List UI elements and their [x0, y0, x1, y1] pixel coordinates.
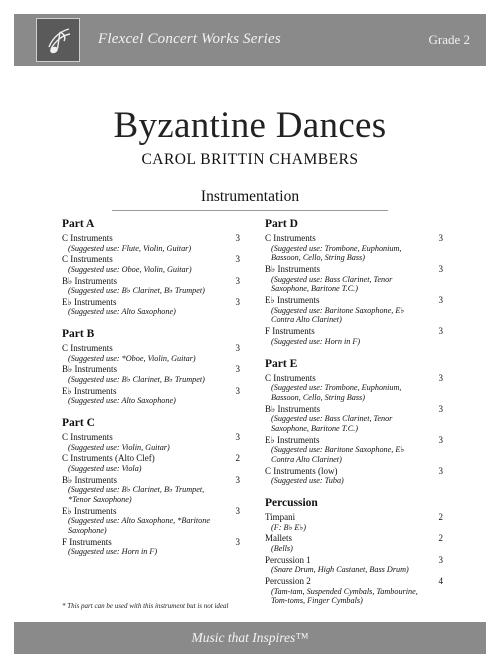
suggested-use-note: (Suggested use: Horn in F): [271, 336, 361, 346]
suggested-use-note: (Suggested use: Baritone Saxophone, E♭ Contra Alto Clarinet): [271, 305, 405, 325]
instrument-name: C Instruments (low): [265, 465, 338, 476]
instrument-item: [62, 254, 240, 274]
instrument-item: [265, 533, 443, 553]
instrument-name: Mallets: [265, 533, 292, 544]
footer-banner: [14, 622, 486, 654]
instrument-count: 3: [235, 505, 240, 516]
instrumentation-column-right: [265, 218, 443, 617]
instrument-count: 3: [235, 343, 240, 354]
tagline: Music that Inspires™: [191, 630, 309, 645]
instrument-item: [62, 506, 240, 536]
instrument-count: 3: [235, 536, 240, 547]
suggested-use-note: (Suggested use: Flute, Violin, Guitar): [68, 243, 192, 253]
instrument-name: E♭ Instruments: [265, 295, 320, 306]
composer-name: CAROL BRITTIN CHAMBERS: [141, 151, 359, 168]
instrument-name: E♭ Instruments: [62, 296, 117, 307]
instrument-count: 4: [438, 576, 443, 587]
suggested-use-note: (Suggested use: B♭ Clarinet, B♭ Trumpet, *Tenor Saxophone): [68, 485, 205, 504]
instrument-name: B♭ Instruments: [265, 403, 320, 414]
instrumentation-heading: Instrumentation: [200, 188, 300, 205]
instrument-name: E♭ Instruments: [62, 385, 117, 396]
instrument-item: [265, 555, 443, 575]
instrument-name: F Instruments: [62, 536, 112, 547]
instrument-item: [62, 453, 240, 473]
heading-divider: [112, 210, 388, 211]
part-section: [62, 417, 240, 557]
suggested-use-note: (Bells): [271, 543, 293, 553]
instrument-name: Timpani: [265, 512, 296, 523]
suggested-use-note: (Suggested use: Baritone Saxophone, E♭ Contra Alto Clarinet): [271, 445, 405, 465]
instrument-name: C Instruments: [62, 233, 113, 243]
instrument-count: 3: [438, 264, 443, 275]
instrument-name: C Instruments: [62, 343, 113, 354]
instrument-item: [265, 264, 443, 294]
part-title: Part A: [62, 218, 95, 230]
suggested-use-note: (F: B♭ E♭): [271, 522, 307, 532]
instrument-item: [62, 475, 240, 505]
footnote: * This part can be used with this instrument but is not ideal: [62, 602, 229, 610]
instrument-name: C Instruments: [62, 254, 113, 265]
instrument-count: 3: [235, 296, 240, 307]
instrument-name: C Instruments (Alto Clef): [62, 453, 155, 464]
suggested-use-note: (Suggested use: Oboe, Violin, Guitar): [68, 264, 192, 274]
instrument-count: 3: [438, 295, 443, 306]
instrument-count: 3: [438, 372, 443, 383]
instrument-name: B♭ Instruments: [62, 275, 117, 286]
instrument-name: F Instruments: [265, 326, 315, 337]
part-title: Percussion: [265, 497, 318, 510]
part-section: [62, 328, 240, 406]
suggested-use-note: (Suggested use: Bass Clarinet, Tenor Saxophone, Baritone T.C.): [271, 414, 393, 433]
music-note-logo-icon: [36, 18, 80, 62]
part-section: [265, 218, 443, 347]
instrument-item: [265, 512, 443, 532]
part-section: [62, 218, 240, 317]
suggested-use-note: (Snare Drum, High Castanet, Bass Drum): [271, 565, 409, 575]
instrument-item: [265, 435, 443, 465]
instrument-count: 3: [438, 554, 443, 565]
instrument-item: [62, 233, 240, 253]
part-section: [265, 497, 443, 606]
instrument-count: 3: [235, 385, 240, 396]
instrument-name: C Instruments: [265, 372, 316, 383]
instrument-count: 2: [438, 512, 443, 523]
instrument-item: [62, 343, 240, 363]
part-section: [265, 358, 443, 487]
instrument-count: 3: [438, 465, 443, 476]
instrument-name: C Instruments: [265, 233, 316, 243]
part-title: Part B: [62, 328, 95, 341]
instrument-item: [265, 576, 443, 606]
instrument-item: [62, 537, 240, 557]
suggested-use-note: (Suggested use: *Oboe, Violin, Guitar): [68, 353, 196, 363]
instrument-item: [62, 364, 240, 384]
instrument-item: [62, 297, 240, 317]
instrument-name: B♭ Instruments: [62, 474, 117, 485]
instrument-item: [265, 373, 443, 403]
instrument-name: C Instruments: [62, 432, 113, 443]
suggested-use-note: (Suggested use: Violin, Guitar): [68, 442, 170, 452]
piece-title: Byzantine Dances: [113, 105, 387, 146]
instrument-name: Percussion 2: [265, 576, 311, 587]
instrument-item: [265, 233, 443, 263]
instrumentation-column-left: [62, 218, 240, 568]
instrument-name: B♭ Instruments: [265, 264, 320, 275]
instrument-item: [62, 276, 240, 296]
part-title: Part D: [265, 218, 298, 230]
instrument-count: 2: [438, 533, 443, 544]
instrument-name: Percussion 1: [265, 554, 311, 565]
instrument-count: 3: [438, 403, 443, 414]
suggested-use-note: (Suggested use: B♭ Clarinet, B♭ Trumpet): [68, 374, 205, 384]
suggested-use-note: (Tam-tam, Suspended Cymbals, Tambourine, Tom-toms, Finger Cymbals): [271, 586, 418, 606]
part-title: Part E: [265, 357, 298, 370]
instrument-count: 3: [438, 434, 443, 445]
instrument-item: [265, 466, 443, 486]
instrument-count: 3: [438, 233, 443, 243]
grade-level: Grade 2: [428, 32, 470, 47]
instrument-count: 3: [235, 432, 240, 443]
instrument-count: 3: [235, 275, 240, 286]
series-name: Flexcel Concert Works Series: [98, 31, 281, 47]
instrument-item: [265, 326, 443, 346]
header-banner: [14, 14, 486, 66]
suggested-use-note: (Suggested use: Horn in F): [68, 547, 158, 557]
suggested-use-note: (Suggested use: B♭ Clarinet, B♭ Trumpet): [68, 286, 205, 296]
suggested-use-note: (Suggested use: Alto Saxophone): [68, 307, 176, 317]
instrument-item: [265, 295, 443, 325]
suggested-use-note: (Suggested use: Alto Saxophone): [68, 396, 176, 406]
instrument-name: B♭ Instruments: [62, 364, 117, 375]
instrument-item: [265, 404, 443, 434]
instrument-item: [62, 432, 240, 452]
instrument-count: 2: [235, 453, 240, 464]
instrument-name: E♭ Instruments: [265, 434, 320, 445]
suggested-use-note: (Suggested use: Bass Clarinet, Tenor Saxophone, Baritone T.C.): [271, 274, 393, 294]
instrument-item: [62, 386, 240, 406]
instrument-name: E♭ Instruments: [62, 505, 117, 516]
suggested-use-note: (Suggested use: Trombone, Euphonium, Bassoon, Cello, String Bass): [271, 383, 402, 402]
part-title: Part C: [62, 417, 95, 430]
instrument-count: 3: [438, 326, 443, 337]
suggested-use-note: (Suggested use: Trombone, Euphonium, Bassoon, Cello, String Bass): [271, 243, 402, 263]
instrument-count: 3: [235, 254, 240, 265]
instrument-count: 3: [235, 474, 240, 485]
instrument-count: 3: [235, 364, 240, 375]
suggested-use-note: (Suggested use: Tuba): [271, 476, 344, 486]
suggested-use-note: (Suggested use: Alto Saxophone, *Baritone Saxophone): [68, 516, 210, 536]
instrument-count: 3: [235, 233, 240, 243]
suggested-use-note: (Suggested use: Viola): [68, 463, 142, 473]
